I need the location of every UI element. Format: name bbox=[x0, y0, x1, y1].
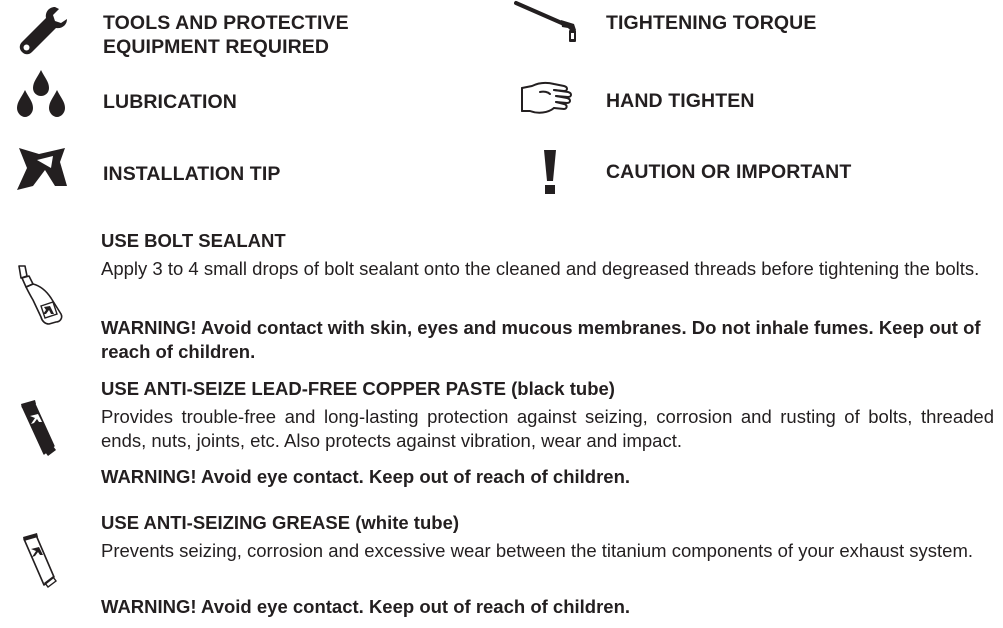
legend-tools-line1: TOOLS AND PROTECTIVE bbox=[103, 12, 349, 34]
sealant-bottle-icon bbox=[13, 262, 67, 326]
oil-drops-icon bbox=[14, 68, 68, 120]
legend-tools-line2: EQUIPMENT REQUIRED bbox=[103, 36, 330, 58]
legend-caution-label: CAUTION OR IMPORTANT bbox=[606, 161, 852, 183]
hand-icon bbox=[520, 80, 574, 120]
brand-logo-icon bbox=[15, 146, 69, 192]
section-grease-title: USE ANTI-SEIZING GREASE (white tube) bbox=[101, 512, 460, 533]
legend-torque-label: TIGHTENING TORQUE bbox=[606, 12, 817, 34]
torque-wrench-icon bbox=[514, 0, 580, 46]
section-grease-body: Prevents seizing, corrosion and excessive wear between the titanium components of your exhaust system. bbox=[101, 540, 973, 561]
section-bolt-sealant-title: USE BOLT SEALANT bbox=[101, 230, 286, 251]
wrench-icon bbox=[14, 4, 70, 56]
legend-tools-label bbox=[103, 11, 349, 59]
section-bolt-sealant-body: Apply 3 to 4 small drops of bolt sealant onto the cleaned and degreased threads before tightening the bolts. bbox=[101, 258, 980, 279]
legend-lubrication-label: LUBRICATION bbox=[103, 91, 237, 113]
section-bolt-sealant-warning: WARNING! Avoid contact with skin, eyes and mucous membranes. Do not inhale fumes. Keep out of reach of children. bbox=[101, 317, 981, 362]
exclamation-icon bbox=[540, 149, 560, 195]
section-copper-paste-title: USE ANTI-SEIZE LEAD-FREE COPPER PASTE (black tube) bbox=[101, 378, 615, 399]
black-tube-icon bbox=[18, 400, 64, 458]
legend-installation-tip-label: INSTALLATION TIP bbox=[103, 163, 281, 185]
section-copper-paste-body: Provides trouble-free and long-lasting protection against seizing, corrosion and rusting of bolts, threaded ends, nuts, joints, etc. Also protects against vibration, wear and impact. bbox=[101, 406, 994, 451]
section-grease-warning: WARNING! Avoid eye contact. Keep out of reach of children. bbox=[101, 596, 631, 617]
section-copper-paste-warning: WARNING! Avoid eye contact. Keep out of reach of children. bbox=[101, 466, 631, 487]
legend-hand-tighten-label: HAND TIGHTEN bbox=[606, 90, 755, 112]
white-tube-icon bbox=[20, 533, 64, 589]
